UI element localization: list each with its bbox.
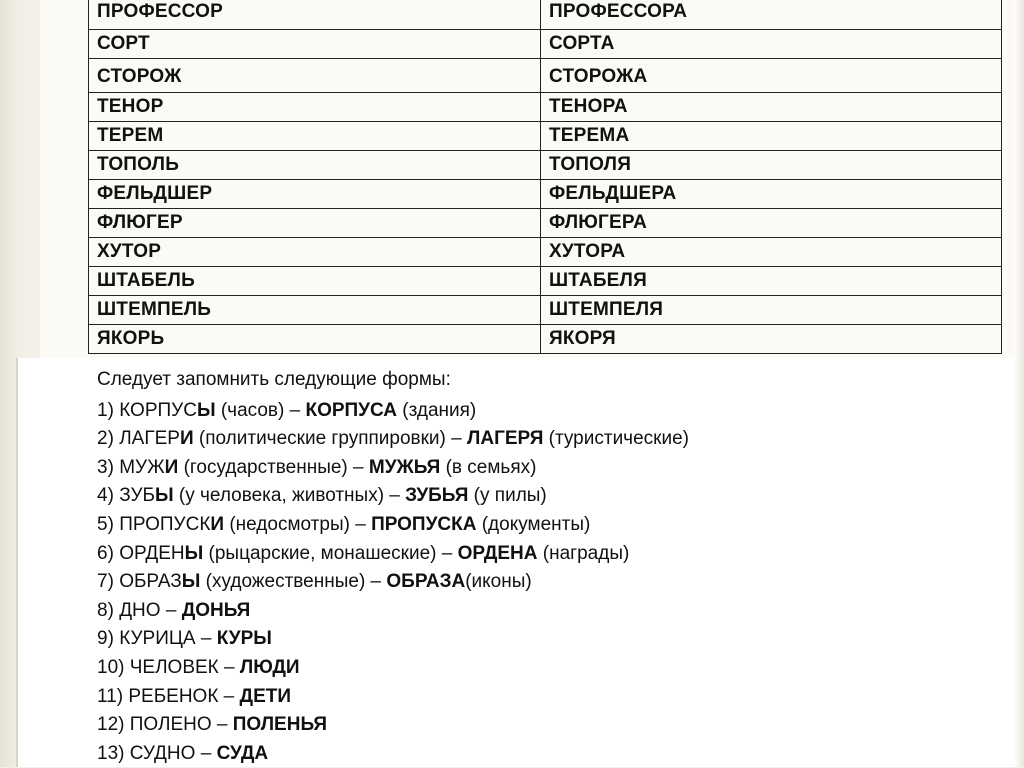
form-b: ПРОПУСКА — [371, 513, 477, 535]
form-a: ОБРАЗ — [119, 571, 182, 593]
item-number: 11) — [97, 685, 124, 707]
form-a-note: (политические группировки) – — [193, 428, 468, 450]
plural-cell: ЯКОРЯ — [541, 325, 1002, 354]
item-number: 3) — [97, 456, 114, 478]
memorize-forms-section — [97, 366, 977, 768]
form-a-ending: И — [179, 428, 194, 450]
form-b: ЗУБЬЯ — [405, 485, 469, 507]
form-a: ОРДЕН — [119, 542, 185, 564]
list-item — [97, 740, 977, 768]
list-item — [97, 454, 977, 483]
scan-left-shadow — [0, 0, 18, 767]
form-a: МУЖ — [119, 456, 165, 478]
list-item — [97, 511, 977, 540]
singular-cell: ЯКОРЬ — [89, 325, 541, 354]
plural-cell: ТЕРЕМА — [541, 122, 1002, 151]
item-number: 13) — [97, 742, 125, 764]
form-a-note: (рыцарские, монашеские) – — [203, 542, 458, 564]
list-item — [97, 597, 977, 626]
form-a-note: – — [218, 656, 240, 678]
item-number: 5) — [97, 513, 114, 535]
scan-right-edge — [1014, 0, 1024, 767]
table-row — [89, 296, 1002, 325]
table-row — [89, 180, 1002, 209]
form-b-note: (иконы) — [465, 571, 532, 593]
item-number: 9) — [97, 628, 114, 650]
item-number: 1) — [97, 399, 114, 421]
plural-forms-table — [88, 0, 1002, 354]
form-b: КУРЫ — [216, 628, 272, 650]
item-number: 8) — [97, 599, 114, 621]
singular-cell: ШТАБЕЛЬ — [89, 267, 541, 296]
singular-cell: СТОРОЖ — [89, 59, 541, 93]
item-number: 7) — [97, 571, 114, 593]
plural-cell: СТОРОЖА — [541, 59, 1002, 93]
form-a: ЧЕЛОВЕК — [129, 656, 219, 678]
table-row — [89, 30, 1002, 59]
plural-cell: ПРОФЕССОРА — [541, 0, 1002, 30]
list-item — [97, 625, 977, 654]
singular-cell: СОРТ — [89, 30, 541, 59]
section-intro: Следует запомнить следующие формы: — [97, 369, 451, 390]
table-row — [89, 151, 1002, 180]
form-a: ПРОПУСК — [119, 513, 211, 535]
form-b-note: (здания) — [396, 399, 477, 421]
table-row — [89, 0, 1002, 30]
table-row — [89, 209, 1002, 238]
list-item — [97, 568, 977, 597]
table-row — [89, 325, 1002, 354]
form-a-note: (государственные) – — [178, 456, 369, 478]
list-item — [97, 711, 977, 740]
singular-cell: ШТЕМПЕЛЬ — [89, 296, 541, 325]
form-a-ending: Ы — [196, 399, 216, 421]
form-a: КОРПУС — [119, 399, 197, 421]
list-item — [97, 654, 977, 683]
form-a: РЕБЕНОК — [128, 685, 219, 707]
form-a: ЛАГЕР — [119, 428, 180, 450]
form-a: СУДНО — [129, 742, 196, 764]
singular-cell: ТОПОЛЬ — [89, 151, 541, 180]
form-a-ending: Ы — [184, 542, 204, 564]
plural-cell: ТОПОЛЯ — [541, 151, 1002, 180]
list-item — [97, 397, 977, 426]
table-row — [89, 122, 1002, 151]
form-b: ЛЮДИ — [239, 656, 300, 678]
form-b: ДОНЬЯ — [181, 599, 251, 621]
list-item — [97, 540, 977, 569]
form-b: ДЕТИ — [239, 685, 292, 707]
form-a-note: (у человека, животных) – — [173, 485, 406, 507]
singular-cell: ФЕЛЬДШЕР — [89, 180, 541, 209]
plural-cell: СОРТА — [541, 30, 1002, 59]
form-a-note: (художественные) – — [200, 571, 387, 593]
form-a-ending: Ы — [155, 485, 174, 507]
list-item — [97, 683, 977, 712]
item-number: 4) — [97, 485, 114, 507]
table-row — [89, 59, 1002, 93]
form-b-note: (туристические) — [543, 428, 689, 450]
form-a-ending: Ы — [181, 571, 201, 593]
form-b: МУЖЬЯ — [368, 456, 441, 478]
form-b: ПОЛЕНЬЯ — [232, 714, 328, 736]
table-row — [89, 267, 1002, 296]
item-number: 12) — [97, 714, 125, 736]
form-a-ending: И — [164, 456, 179, 478]
form-a: ДНО — [119, 599, 161, 621]
singular-cell: ХУТОР — [89, 238, 541, 267]
form-b-note: (документы) — [476, 513, 591, 535]
singular-cell: ПРОФЕССОР — [89, 0, 541, 30]
form-a-note: – — [195, 742, 217, 764]
plural-cell: ТЕНОРА — [541, 93, 1002, 122]
item-number: 2) — [97, 428, 114, 450]
singular-cell: ТЕНОР — [89, 93, 541, 122]
forms-list — [97, 397, 977, 768]
singular-cell: ТЕРЕМ — [89, 122, 541, 151]
form-b-note: (у пилы) — [468, 485, 547, 507]
plural-cell: ХУТОРА — [541, 238, 1002, 267]
item-number: 6) — [97, 542, 114, 564]
form-b: КОРПУСА — [305, 399, 397, 421]
form-a-note: – — [195, 628, 217, 650]
plural-cell: ШТАБЕЛЯ — [541, 267, 1002, 296]
form-a-note: (недосмотры) – — [224, 513, 372, 535]
form-a-note: – — [218, 685, 240, 707]
list-item — [97, 425, 977, 454]
form-b-note: (награды) — [537, 542, 630, 564]
form-a-note: (часов) – — [215, 399, 306, 421]
form-b: ОБРАЗА — [386, 571, 466, 593]
form-a-ending: И — [210, 513, 225, 535]
plural-cell: ФЕЛЬДШЕРА — [541, 180, 1002, 209]
plural-cell: ФЛЮГЕРА — [541, 209, 1002, 238]
form-b-note: (в семьях) — [440, 456, 537, 478]
form-a: КУРИЦА — [119, 628, 196, 650]
form-a-note: – — [160, 599, 182, 621]
form-b: ЛАГЕРЯ — [467, 428, 544, 450]
form-a-note: – — [211, 714, 233, 736]
form-b: ОРДЕНА — [457, 542, 538, 564]
plural-cell: ШТЕМПЕЛЯ — [541, 296, 1002, 325]
form-a: ЗУБ — [119, 485, 155, 507]
table-row — [89, 93, 1002, 122]
table-row — [89, 238, 1002, 267]
form-b: СУДА — [216, 742, 269, 764]
form-a: ПОЛЕНО — [129, 714, 212, 736]
item-number: 10) — [97, 656, 125, 678]
list-item — [97, 482, 977, 511]
singular-cell: ФЛЮГЕР — [89, 209, 541, 238]
